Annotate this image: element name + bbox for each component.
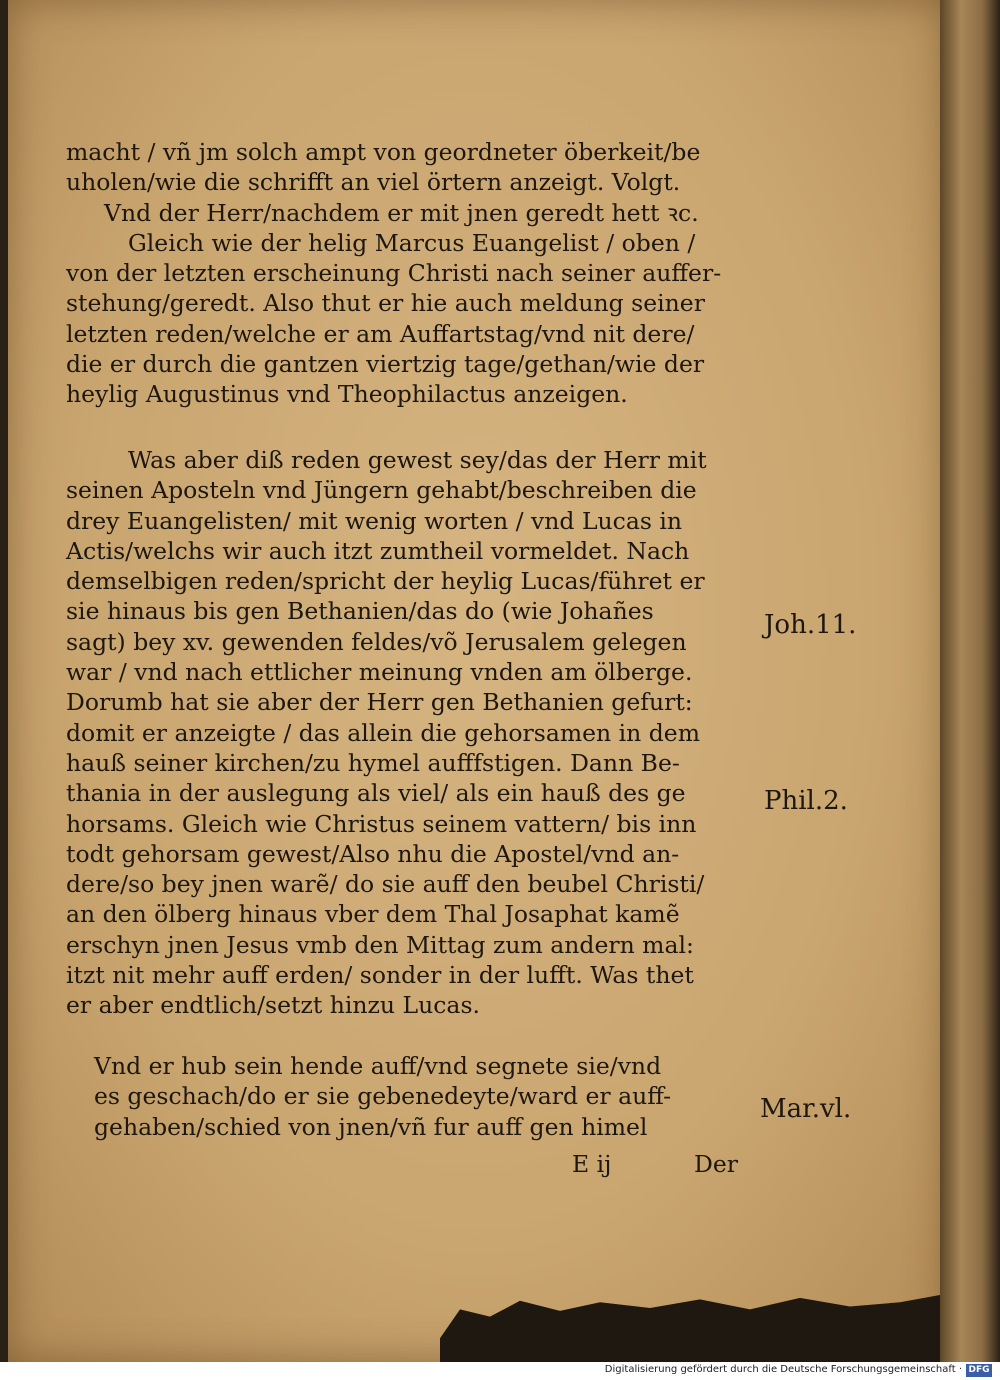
margin-note-joh: Joh.11. [764, 610, 857, 640]
catchword: Der [694, 1150, 738, 1178]
text-line: domit er anzeigte / das allein die gehorsamen in dem [66, 718, 700, 747]
text-line: Gleich wie der helig Marcus Euangelist / oben / [128, 228, 696, 257]
text-line: demselbigen reden/spricht der heylig Lucas/führet er [66, 567, 705, 596]
paragraph-2 [66, 445, 707, 1021]
text-line: drey Euangelisten/ mit wenig worten / vnd Lucas in [66, 506, 683, 535]
text-line: thania in der auslegung als viel/ als ein hauß des ge [66, 779, 686, 808]
text-line: es geschach/do er sie gebenedeyte/ward er auff- [94, 1082, 672, 1111]
text-line: Dorumb hat sie aber der Herr gen Bethanien gefurt: [66, 688, 693, 717]
text-line: seinen Aposteln vnd Jüngern gehabt/beschreiben die [66, 476, 697, 505]
signature-mark: E ij [572, 1150, 612, 1178]
text-line: stehung/geredt. Also thut er hie auch meldung seiner [66, 289, 705, 318]
text-line: letzten reden/welche er am Auffartstag/vnd nit dere/ [66, 319, 695, 348]
text-line: an den ölberg hinaus vber dem Thal Josaphat kamẽ [66, 900, 680, 929]
text-line: war / vnd nach ettlicher meinung vnden am ölberge. [66, 658, 693, 687]
page-edge [940, 0, 1000, 1362]
text-line: gehaben/schied von jnen/vñ fur auff gen himel [94, 1112, 648, 1141]
text-line: sie hinaus bis gen Bethanien/das do (wie Johañes [66, 597, 654, 626]
text-line: von der letzten erscheinung Christi nach seiner auffer- [66, 259, 722, 288]
dfg-logo: DFG [966, 1364, 992, 1377]
footer-credit: Digitalisierung gefördert durch die Deutsche Forschungsgemeinschaft · [604, 1364, 962, 1375]
text-line: sagt) bey xv. gewenden feldes/võ Jerusalem gelegen [66, 627, 687, 656]
text-line: dere/so bey jnen warẽ/ do sie auff den beubel Christi/ [66, 870, 705, 899]
text-line: todt gehorsam gewest/Also nhu die Apostel/vnd an- [66, 839, 680, 868]
text-line: horsams. Gleich wie Christus seinem vattern/ bis inn [66, 809, 697, 838]
text-line: macht / vñ jm solch ampt von geordneter öberkeit/be [66, 138, 701, 166]
text-line: Vnd er hub sein hende auff/vnd segnete sie/vnd [94, 1052, 662, 1080]
text-line: uholen/wie die schrifft an viel örtern anzeigt. Volgt. [66, 168, 681, 197]
text-line: Actis/welchs wir auch itzt zumtheil vormeldet. Nach [66, 536, 690, 565]
text-line: Was aber diß reden gewest sey/das der Herr mit [128, 446, 707, 474]
page-damage [440, 1295, 940, 1367]
text-line: hauß seiner kirchen/zu hymel aufffstigen. Dann Be- [66, 748, 680, 777]
text-line: itzt nit mehr auff erden/ sonder in der lufft. Was thet [66, 961, 694, 990]
text-line: erschyn jnen Jesus vmb den Mittag zum andern mal: [66, 930, 694, 959]
text-line: Vnd der Herr/nachdem er mit jnen geredt hett ꝛc. [104, 198, 699, 227]
text-line: die er durch die gantzen viertzig tage/gethan/wie der [66, 350, 705, 379]
paragraph-3 [94, 1051, 671, 1142]
margin-note-mar: Mar.vl. [760, 1094, 852, 1124]
text-line: heylig Augustinus vnd Theophilactus anzeigen. [66, 380, 628, 409]
text-line: er aber endtlich/setzt hinzu Lucas. [66, 991, 480, 1020]
paragraph-1 [66, 137, 721, 410]
margin-note-phil: Phil.2. [764, 786, 848, 816]
